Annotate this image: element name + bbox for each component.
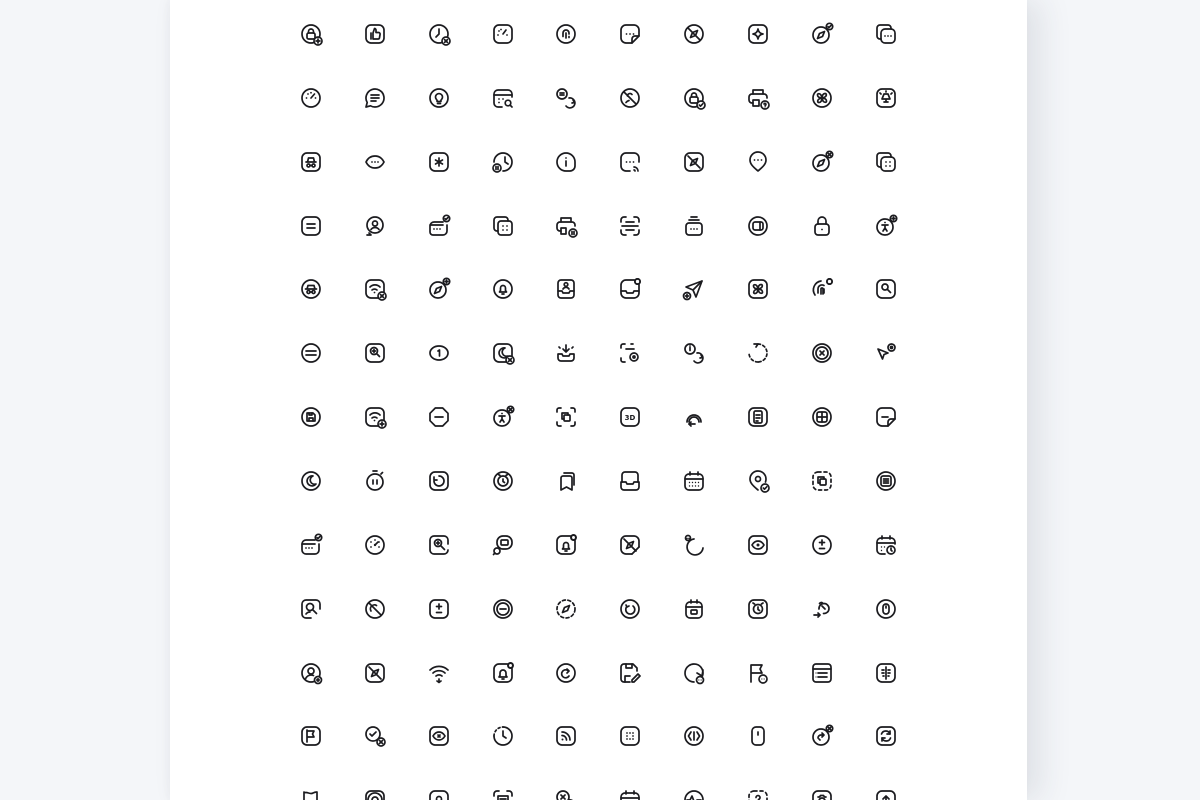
cloud-refresh-icon [682, 405, 706, 429]
close-circle-double-icon [810, 341, 834, 365]
bell-notification-square-icon [491, 661, 515, 685]
restart-square-icon [427, 469, 451, 493]
icon-grid [170, 0, 1027, 800]
upload-square-icon [874, 788, 898, 800]
bookmarks-icon [554, 469, 578, 493]
cube-3d-square-icon [618, 405, 642, 429]
sidebar-circle-icon [746, 214, 770, 238]
user-settings-circle-icon [299, 661, 323, 685]
flag-square-icon [299, 724, 323, 748]
chat-lines-circle-icon [363, 86, 387, 110]
floppy-edit-icon [618, 661, 642, 685]
wifi-add-square-icon [363, 405, 387, 429]
alarm-circle-icon [491, 469, 515, 493]
incognito-circle-icon [299, 277, 323, 301]
clock-pause-icon [491, 150, 515, 174]
list-document-icon [810, 661, 834, 685]
lock-icon [810, 214, 834, 238]
eye-square-icon [746, 533, 770, 557]
search-square-icon [874, 277, 898, 301]
compass-add-icon [427, 277, 451, 301]
calendar-clock-icon [874, 533, 898, 557]
compass-slash-square-alt-icon [363, 661, 387, 685]
speedometer-dots-icon [363, 533, 387, 557]
wifi-refresh-icon [427, 661, 451, 685]
dots-grid-square-icon [618, 724, 642, 748]
eye-dots-icon [363, 150, 387, 174]
fan-circle-icon [810, 86, 834, 110]
printer-question-icon [746, 86, 770, 110]
accessibility-close-icon [491, 405, 515, 429]
fan-square-icon [746, 277, 770, 301]
cursor-settings-icon [874, 341, 898, 365]
at-square-icon [363, 788, 387, 800]
link-refresh-icon [810, 597, 834, 621]
copy-dashed-icon [810, 469, 834, 493]
document-square-icon [746, 405, 770, 429]
user-search-square-icon [299, 597, 323, 621]
coins-exchange-icon [554, 86, 578, 110]
minus-lines-circle-icon [299, 341, 323, 365]
coins-close-icon [554, 788, 578, 800]
list-circle-icon [874, 469, 898, 493]
flag-dots-icon [746, 661, 770, 685]
refresh-square-icon [874, 724, 898, 748]
lock-keyhole-square-icon [427, 788, 451, 800]
icon-sheet [170, 0, 1027, 800]
check-close-icon [363, 724, 387, 748]
speedometer-square-icon [491, 22, 515, 46]
lock-check-circle-icon [682, 86, 706, 110]
map-pin-check-icon [746, 469, 770, 493]
chat-signal-square-icon [618, 150, 642, 174]
restart-dashed-icon [746, 341, 770, 365]
send-add-icon [682, 277, 706, 301]
zoom-in-document-icon [427, 533, 451, 557]
user-slash-circle-icon [618, 86, 642, 110]
dial-slash-circle-icon [363, 597, 387, 621]
rss-square-icon [554, 724, 578, 748]
share-close-icon [810, 724, 834, 748]
chat-search-icon [491, 533, 515, 557]
copy-grid-icon [874, 150, 898, 174]
calendar-grid-icon [682, 469, 706, 493]
chat-dots-square-icon [618, 22, 642, 46]
svg-text:3D: 3D [624, 414, 636, 423]
coin-eye-icon [427, 341, 451, 365]
compass-slash-circle-icon [682, 22, 706, 46]
sparkle-square-icon [746, 22, 770, 46]
sidebar-split-square-icon [874, 661, 898, 685]
tray-smile-icon [618, 277, 642, 301]
mouse-square-icon [746, 724, 770, 748]
wifi-close-square-icon [363, 277, 387, 301]
compass-slash-square-icon [682, 150, 706, 174]
focus-settings-icon [618, 341, 642, 365]
refresh-circle-icon [618, 597, 642, 621]
lightbulb-circle-icon [427, 86, 451, 110]
star-square-icon [427, 150, 451, 174]
compass-slash-folded-icon [618, 533, 642, 557]
fingerprint-circle-icon [554, 22, 578, 46]
moon-close-square-icon [491, 341, 515, 365]
refresh-dots-icon [682, 661, 706, 685]
eye-close-square-icon [427, 724, 451, 748]
minus-square-folded-icon [874, 405, 898, 429]
inbox-square-icon [618, 469, 642, 493]
bell-badge-square-icon [554, 533, 578, 557]
timer-pause-icon [363, 469, 387, 493]
question-dashed-icon [746, 788, 770, 800]
code-circle-icon [682, 724, 706, 748]
window-circle-icon [810, 405, 834, 429]
calendar-search-icon [491, 86, 515, 110]
user-tray-icon [554, 277, 578, 301]
camera-square-icon [810, 788, 834, 800]
undo-circle-icon [554, 661, 578, 685]
moon-circle-icon [299, 469, 323, 493]
clock-close-icon [427, 22, 451, 46]
activity-circle-icon [682, 788, 706, 800]
mouse-circle-icon [874, 597, 898, 621]
fingerprint-smile-icon [810, 277, 834, 301]
calendar-square-icon [682, 597, 706, 621]
minus-octagon-icon [427, 405, 451, 429]
lamp-square-icon [874, 86, 898, 110]
minus-circle-double-icon [491, 597, 515, 621]
alarm-square-icon [746, 597, 770, 621]
compass-dashed-icon [554, 597, 578, 621]
scan-lines-icon [618, 214, 642, 238]
clock-dashed-icon [491, 724, 515, 748]
wallet-check-icon [427, 214, 451, 238]
tray-download-icon [554, 341, 578, 365]
compass-close-icon [810, 150, 834, 174]
copy-focus-icon [554, 405, 578, 429]
coins-info-icon [682, 341, 706, 365]
moon-stars-icon [682, 533, 706, 557]
wallet-check-square-icon [299, 533, 323, 557]
bell-circle-icon [491, 277, 515, 301]
copy-dots-icon [874, 22, 898, 46]
search-user-circle-icon [363, 214, 387, 238]
plus-minus-circle-icon [810, 533, 834, 557]
chat-bubble-dots-icon [746, 150, 770, 174]
clock-info-icon [554, 150, 578, 174]
floppy-circle-icon [299, 405, 323, 429]
card-square-icon [299, 214, 323, 238]
incognito-square-icon [299, 150, 323, 174]
lock-add-circle-icon [299, 22, 323, 46]
plus-minus-square-icon [427, 597, 451, 621]
accessibility-add-icon [874, 214, 898, 238]
copy-dots-small-icon [491, 214, 515, 238]
thumbs-up-square-icon [363, 22, 387, 46]
printer-pause-icon [554, 214, 578, 238]
inbox-stack-icon [682, 214, 706, 238]
speedometer-circle-icon [299, 86, 323, 110]
calendar-minus-icon [618, 788, 642, 800]
compass-check-icon [810, 22, 834, 46]
flag-icon [299, 788, 323, 800]
zoom-in-square-icon [363, 341, 387, 365]
scan-document-icon [491, 788, 515, 800]
